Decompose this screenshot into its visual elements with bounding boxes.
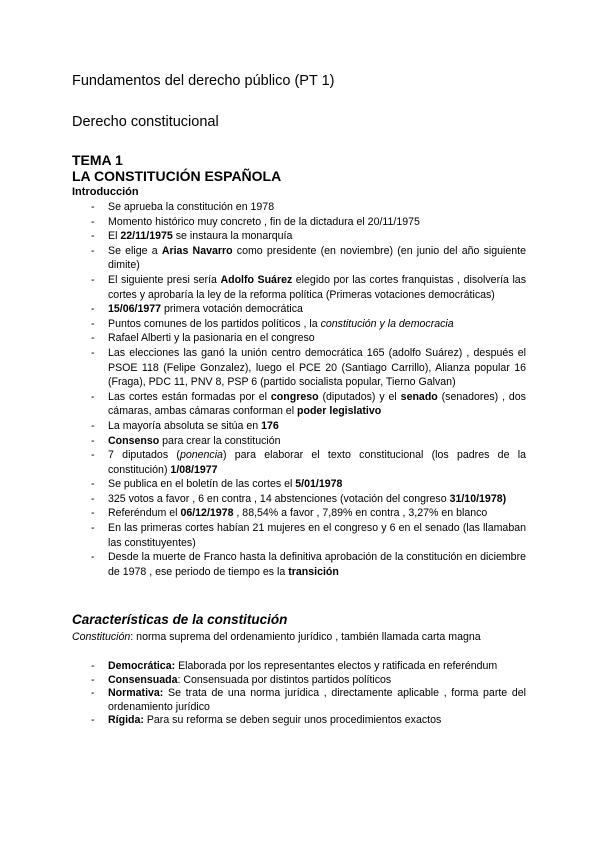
intro-bullet bbox=[0, 229, 600, 244]
bold-text: Rígida: bbox=[108, 714, 144, 727]
bullet-dash: - bbox=[91, 303, 95, 316]
bullet-text bbox=[108, 229, 526, 244]
intro-bullet bbox=[0, 215, 600, 230]
characteristic-item bbox=[0, 660, 600, 674]
intro-bullet bbox=[0, 506, 600, 521]
text-run: Se elige a bbox=[108, 244, 162, 257]
intro-bullet bbox=[0, 448, 600, 477]
bullet-dash: - bbox=[91, 346, 95, 359]
text-run: Puntos comunes de los partidos políticos , la bbox=[108, 317, 321, 330]
bullet-text bbox=[108, 434, 526, 449]
text-run: como presidente (en noviembre) (en junio del año siguiente dimite) bbox=[108, 244, 526, 272]
bullet-dash: - bbox=[91, 522, 95, 535]
intro-bullet bbox=[0, 477, 600, 492]
intro-bullet bbox=[0, 200, 600, 215]
text-run: (senadores) , dos cámaras, ambas cámaras conforman el bbox=[108, 390, 526, 418]
bullet-dash: - bbox=[91, 215, 95, 228]
intro-bullet bbox=[0, 317, 600, 332]
bold-text: Arias Navarro bbox=[161, 244, 233, 257]
intro-bullet bbox=[0, 346, 600, 390]
bold-text: 06/12/1978 bbox=[180, 507, 234, 520]
bullet-text bbox=[108, 448, 526, 477]
bullet-dash: - bbox=[91, 551, 95, 564]
bullet-text bbox=[108, 244, 526, 273]
characteristic-item bbox=[0, 714, 600, 728]
intro-bullet bbox=[0, 419, 600, 434]
intro-heading: Introducción bbox=[72, 186, 139, 198]
text-run: El siguiente presi sería bbox=[108, 273, 221, 286]
bullet-text bbox=[108, 492, 526, 507]
bold-text: transición bbox=[288, 565, 339, 578]
bullet-dash: - bbox=[91, 273, 95, 286]
bullet-dash: - bbox=[91, 390, 95, 403]
bullet-dash: - bbox=[91, 419, 95, 432]
bullet-dash: - bbox=[91, 434, 95, 447]
bold-text: Democrática: bbox=[108, 660, 176, 672]
text-run: En las primeras cortes habían 21 mujeres en el congreso y 6 en el senado (las llamaban las constituyentes) bbox=[108, 522, 526, 549]
text-run: El bbox=[108, 230, 121, 243]
bold-text: 15/06/1977 bbox=[108, 303, 162, 316]
text-run: para crear la constitución bbox=[159, 434, 281, 447]
characteristics-list bbox=[0, 660, 600, 728]
bullet-text bbox=[108, 215, 526, 230]
bullet-text bbox=[108, 674, 526, 688]
bold-text: 31/10/1978) bbox=[449, 492, 507, 505]
constitution-definition bbox=[72, 631, 481, 643]
text-run: se instaura la monarquía bbox=[172, 230, 293, 243]
text-run: Las elecciones las ganó la unión centro democrática 165 (adolfo Suárez) , después el PSOE 118 (Felipe Gonzalez), luego el PCE 20 (Santiago Carrillo), Alianza popular 16 (Fraga), PDC 11, PNV 8, PSP 6 (partido socialista popular, Tierno Galvan) bbox=[108, 346, 526, 389]
bold-text: poder legislativo bbox=[297, 405, 382, 418]
text-run: La mayoría absoluta se sitúa en bbox=[108, 419, 262, 432]
bullet-text bbox=[108, 331, 526, 346]
definition-text: : norma suprema del ordenamiento jurídico , también llamada carta magna bbox=[130, 631, 481, 643]
intro-bullet bbox=[0, 302, 600, 317]
intro-bullet-list bbox=[0, 200, 600, 579]
definition-term: Constitución bbox=[72, 631, 131, 643]
text-run: , 88,54% a favor , 7,89% en contra , 3,27% en blanco bbox=[233, 507, 488, 520]
bold-text: Normativa: bbox=[108, 687, 164, 700]
text-run: Referéndum el bbox=[108, 507, 181, 520]
text-run: Para su reforma se deben seguir unos procedimientos exactos bbox=[143, 714, 442, 727]
characteristic-item bbox=[0, 674, 600, 688]
bullet-text bbox=[108, 660, 526, 674]
text-run: primera votación democrática bbox=[161, 303, 303, 316]
bullet-dash: - bbox=[91, 230, 95, 243]
bullet-text bbox=[108, 521, 526, 550]
bullet-text bbox=[108, 477, 526, 492]
intro-bullet bbox=[0, 390, 600, 419]
bullet-dash: - bbox=[91, 449, 95, 462]
bold-text: 5/01/1978 bbox=[295, 478, 343, 491]
text-run: Rafael Alberti y la pasionaria en el congreso bbox=[108, 332, 315, 345]
intro-bullet bbox=[0, 331, 600, 346]
intro-bullet bbox=[0, 434, 600, 449]
bullet-text bbox=[108, 419, 526, 434]
bold-text: congreso bbox=[270, 390, 319, 403]
text-run: (diputados) y el bbox=[318, 390, 401, 403]
bold-text: Consenso bbox=[108, 434, 160, 447]
intro-bullet bbox=[0, 492, 600, 507]
bullet-text bbox=[108, 200, 526, 215]
bold-text: 22/11/1975 bbox=[120, 230, 173, 243]
bullet-text bbox=[108, 346, 526, 390]
intro-bullet bbox=[0, 244, 600, 273]
bullet-text bbox=[108, 302, 526, 317]
bullet-dash: - bbox=[91, 244, 95, 257]
text-run: Desde la muerte de Franco hasta la definitiva aprobación de la constitución en diciembre de 1978 , ese periodo de tiempo es la bbox=[108, 551, 526, 578]
bold-text: Adolfo Suárez bbox=[220, 273, 293, 286]
text-run: Se aprueba la constitución en 1978 bbox=[108, 201, 275, 213]
bullet-text bbox=[108, 550, 526, 579]
document-title: Fundamentos del derecho público (PT 1) bbox=[72, 73, 335, 89]
text-run: 7 diputados ( bbox=[108, 449, 180, 462]
bullet-dash: - bbox=[91, 660, 95, 672]
text-run: Elaborada por los representantes electos y ratificada en referéndum bbox=[175, 660, 498, 672]
bullet-dash: - bbox=[91, 714, 95, 727]
text-run: Se publica en el boletín de las cortes el bbox=[108, 478, 296, 491]
bold-text: 1/08/1977 bbox=[170, 463, 218, 476]
text-run: Se trata de una norma jurídica , directamente aplicable , forma parte del ordenamiento jurídico bbox=[108, 687, 526, 713]
bold-text: 176 bbox=[261, 419, 279, 432]
text-run: : Consensuada por distintos partidos políticos bbox=[177, 673, 392, 686]
bullet-dash: - bbox=[91, 507, 95, 520]
bullet-text bbox=[108, 714, 526, 728]
text-run: elegido por las cortes franquistas , disolvería las cortes y aprobaría la ley de la reforma política (Primeras votaciones democráticas) bbox=[108, 273, 526, 301]
bullet-text bbox=[108, 317, 526, 332]
bullet-dash: - bbox=[91, 332, 95, 345]
intro-bullet bbox=[0, 521, 600, 550]
text-run: Momento histórico muy concreto , fin de la dictadura el 20/11/1975 bbox=[108, 215, 420, 228]
characteristics-heading: Características de la constitución bbox=[72, 612, 288, 627]
tema-number: TEMA 1 bbox=[72, 152, 123, 168]
bullet-text bbox=[108, 273, 526, 302]
bullet-dash: - bbox=[91, 492, 95, 505]
bullet-text bbox=[108, 687, 526, 714]
bullet-dash: - bbox=[91, 478, 95, 491]
italic-text: ponencia bbox=[179, 449, 223, 462]
bullet-text bbox=[108, 390, 526, 419]
bold-text: senado bbox=[400, 390, 438, 403]
intro-bullet bbox=[0, 273, 600, 302]
bullet-dash: - bbox=[91, 687, 95, 700]
bullet-text bbox=[108, 506, 526, 521]
characteristic-item bbox=[0, 687, 600, 714]
text-run: 325 votos a favor , 6 en contra , 14 abstenciones (votación del congreso bbox=[108, 492, 450, 505]
bold-text: Consensuada bbox=[108, 673, 178, 686]
tema-name: LA CONSTITUCIÓN ESPAÑOLA bbox=[72, 168, 282, 184]
italic-text: constitución y la democracia bbox=[320, 317, 454, 330]
bullet-dash: - bbox=[91, 673, 95, 686]
bullet-dash: - bbox=[91, 317, 95, 330]
text-run: ) para elaborar el texto constitucional (los padres de la constitución) bbox=[108, 449, 526, 476]
intro-bullet bbox=[0, 550, 600, 579]
section-title: Derecho constitucional bbox=[72, 114, 219, 130]
text-run: Las cortes están formadas por el bbox=[108, 390, 271, 403]
bullet-dash: - bbox=[91, 201, 95, 213]
